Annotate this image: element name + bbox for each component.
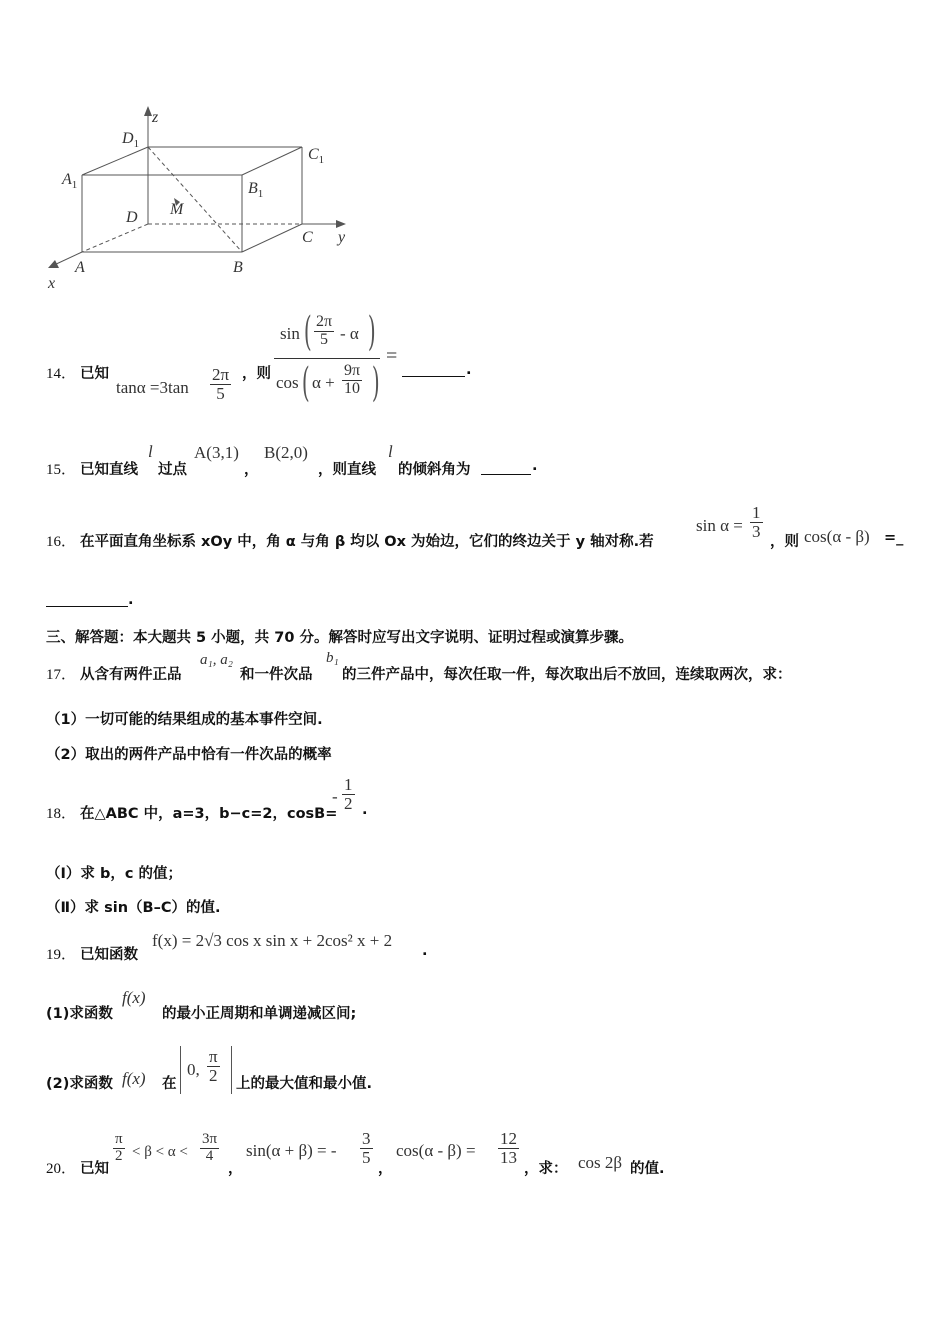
q15-t3: ，则直线 [318,462,376,478]
q20-number: 20． [46,1161,77,1177]
q14-big-fraction: sin ( $\frac{2\pi}{5}$ - α ) cos ( α + $\frac{9\pi}{10}$ ) [274,312,380,413]
section-3-heading: 三、解答题：本大题共 5 小题，共 70 分。解答时应写出文字说明、证明过程或演算步骤。 [46,630,633,646]
label-D1: $D_1$ [122,130,140,150]
q18-text: 在△ABC 中，a=3，b−c=2，cosB= [80,806,338,822]
q14-frac-2pi5: $\frac{2\pi}{5}$ [212,365,230,403]
label-y: y [338,229,346,246]
q16-then: ，则 [770,534,799,550]
q17-b: b₁ [326,650,339,666]
q20-t1: 已知 [80,1161,109,1177]
q19-formula: f(x) = 2√3 cos x sin x + 2cos² x + 2 [152,931,393,950]
q17-part-1: （1）一切可能的结果组成的基本事件空间. [46,712,323,728]
q19-end: . [422,943,428,959]
label-z: z [152,109,159,126]
q14-answer-blank [402,358,465,377]
q14-sin-arg: $\frac{2\pi}{5}$ [316,313,333,348]
label-M: M [170,201,184,218]
q19-p1-post: 的最小正周期和单调递减区间; [162,1006,357,1022]
q20-t2: ，求： [524,1161,568,1177]
q16-frac-1-3: $\frac{1}{3}$ [752,503,761,541]
label-B: B [233,259,243,276]
q15-point-B: B(2,0) [264,443,308,462]
q17-t2: 和一件次品 [240,667,313,683]
q20-t3: 的值. [630,1161,665,1177]
q17-a: a₁, a₂ [200,652,233,668]
q14-end: . [466,362,472,378]
q15-l: l [148,442,153,461]
q19-p2-pre: (2)求函数 [46,1076,113,1092]
label-A1: $A_1$ [62,171,78,191]
q14-cos: cos [276,373,299,392]
q16-eq: =_ [884,530,904,546]
q20-sin: sin(α + β) = - [246,1141,337,1160]
q18-part-1: （Ⅰ）求 b，c 的值； [46,866,182,882]
q17-number: 17． [46,667,77,683]
q14-eq: = [386,345,398,367]
q14-cos-arg: $\frac{9\pi}{10}$ [344,362,361,397]
q19-t1: 已知函数 [80,947,138,963]
q19-interval-zero: 0, [187,1060,200,1079]
q16-cos: cos(α - β) [804,527,870,546]
q16-answer-blank [46,590,128,607]
label-x: x [48,275,56,292]
q14-number: 14． [46,366,77,382]
q20-frac-pi-2: $\frac{\pi}{2}$ [115,1131,123,1164]
q18-minus: - [332,787,338,806]
q16-text: 在平面直角坐标系 xOy 中，角 α 与角 β 均以 Ox 为始边，它们的终边关于 y 轴对称.若 [80,534,654,550]
q15-t4: 的倾斜角为 [398,462,471,478]
q18-frac-1-2: $\frac{1}{2}$ [344,775,353,813]
q15-t2: 过点 [158,462,187,478]
q18-number: 18． [46,806,77,822]
q20-cos: cos(α - β) = [396,1141,476,1160]
q20-target: cos 2β [578,1153,623,1172]
q20-frac-12-13: $\frac{12}{13}$ [500,1129,517,1167]
q19-number: 19． [46,947,77,963]
q14-cos-pre: α + [312,373,335,392]
cuboid-figure [40,100,360,295]
q19-interval [180,1046,232,1094]
q18-part-2: （Ⅱ）求 sin（B–C）的值. [46,900,221,916]
q17-t3: 的三件产品中，每次任取一件，每次取出后不放回，连续取两次，求： [342,667,792,683]
q14-sin: sin [280,324,300,343]
q14-tan-lhs: tanα =3tan [116,378,189,397]
q20-frac-3pi-4: $\frac{3\pi}{4}$ [202,1131,218,1164]
q20-ineq-mid: < β < α < [132,1144,188,1160]
q20-comma-1: ， [228,1161,243,1177]
q14-sin-rest: - α [340,324,359,343]
q16-end: . [128,592,134,608]
q17-t1: 从含有两件正品 [80,667,182,683]
label-C: C [302,229,313,246]
q16-sin: sin α = [696,516,743,535]
q14-mid: ，则 [242,366,271,382]
q15-comma: ， [244,462,259,478]
q20-comma-2: ， [378,1161,393,1177]
q17-part-2: （2）取出的两件产品中恰有一件次品的概率 [46,747,332,763]
q19-p2-f: f(x) [122,1069,146,1088]
label-C1: $C_1$ [308,146,325,166]
q14-pre: 已知 [80,366,109,382]
q19-p1-pre: (1)求函数 [46,1006,113,1022]
q15-end: . [532,458,538,474]
q15-number: 15． [46,462,77,478]
q15-t1: 已知直线 [80,462,138,478]
q15-l2: l [388,442,393,461]
q15-answer-blank [481,458,531,475]
q19-p2-post: 上的最大值和最小值. [236,1076,373,1092]
q19-p1-f: f(x) [122,988,146,1007]
q15-point-A: A(3,1) [194,443,239,462]
label-D: D [126,209,138,226]
q19-interval-frac: $\frac{\pi}{2}$ [209,1047,218,1085]
q16-number: 16． [46,534,77,550]
q20-frac-3-5: $\frac{3}{5}$ [362,1129,371,1167]
label-A: A [75,259,85,276]
q19-p2-in: 在 [162,1076,177,1092]
label-B1: $B_1$ [248,180,264,200]
q18-end: . [362,802,368,818]
